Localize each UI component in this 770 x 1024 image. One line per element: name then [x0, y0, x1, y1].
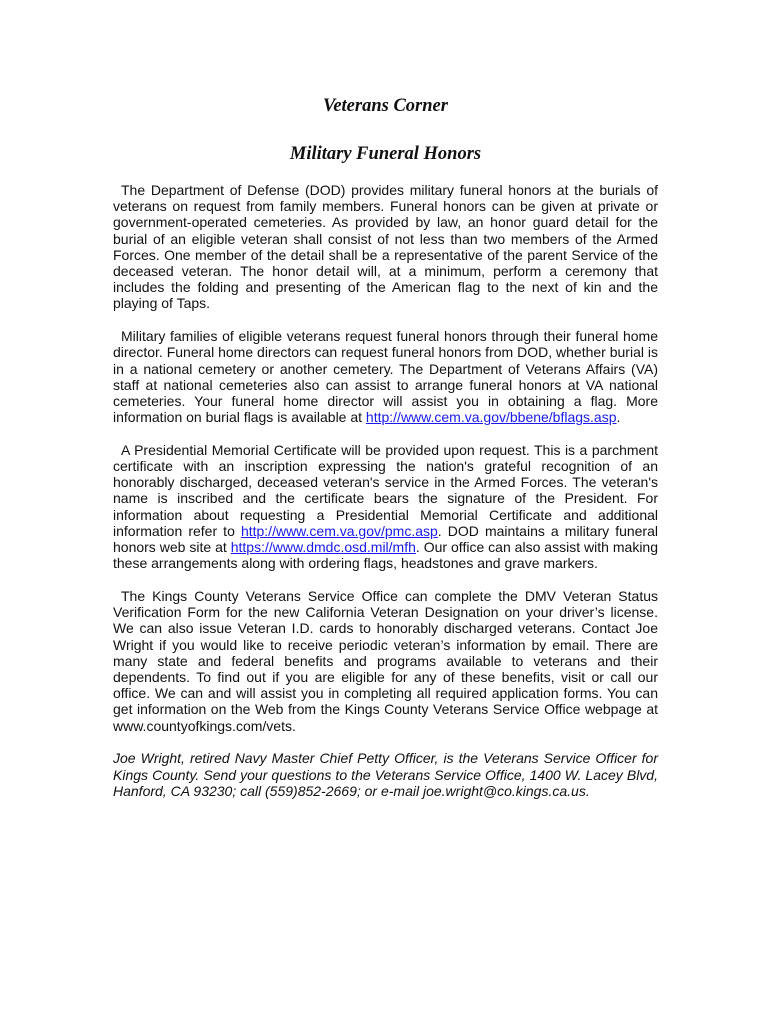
author-signature: Joe Wright, retired Navy Master Chief Petty Officer, is the Veterans Service Officer for Kings County. Send your questions to the Veterans Service Office, 1400 W. Lacey Blvd, Hanford, CA 93230; call (559)852-2669; or e-mail joe.wright@co.kings.ca.us.	[113, 750, 658, 799]
document-page	[113, 92, 658, 815]
paragraph-text: . Our office can also assist with making these arrangements along with ordering flags, headstones and grave markers.	[113, 539, 659, 572]
dmdc-mfh-link[interactable]: https://www.dmdc.osd.mil/mfh	[230, 539, 416, 556]
paragraph-kings-county-office: The Kings County Veterans Service Office can complete the DMV Veteran Status Verification Form for the new California Veteran Designation on your driver’s license. We can also issue Veteran I.D. cards to honorably discharged veterans. Contact Joe Wright if you would like to receive periodic veteran’s information by email. There are many state and federal benefits and programs available to veterans and their dependents. To find out if you are eligible for any of these benefits, visit or call our office. We can and will assist you in completing all required application forms. You can get information on the Web from the Kings County Veterans Service Office webpage at www.countyofkings.com/vets.	[113, 587, 658, 734]
page-title: Veterans Corner	[323, 96, 448, 116]
paragraph-text: . DOD maintains a military funeral honors web site at	[113, 522, 658, 556]
paragraph-text: A Presidential Memorial Certificate will be provided upon request. This is a parchment certificate with an inscription expressing the nation's grateful recognition of an honorably discharged, deceased veteran's service in the Armed Forces. The veteran's name is inscribed and the certificate bears the signature of the President. For information about requesting a Presidential Memorial Certificate and additional information refer to	[113, 441, 658, 539]
paragraph-end: .	[616, 409, 621, 426]
paragraph-presidential-certificate	[113, 442, 658, 572]
article-title: Military Funeral Honors	[289, 144, 482, 164]
pmc-link[interactable]: http://www.cem.va.gov/pmc.asp	[240, 522, 438, 539]
burial-flags-link[interactable]: http://www.cem.va.gov/bbene/bflags.asp	[365, 409, 617, 426]
paragraph-text: Military families of eligible veterans request funeral honors through their funeral home director. Funeral home directors can request funeral honors from DOD, whether burial is in a national cemetery or another cemetery. The Department of Veterans Affairs (VA) staff at national cemeteries also can assist to arrange funeral honors at VA national cemeteries. Your funeral home director will assist you in obtaining a flag. More information on burial flags is available at	[113, 328, 658, 426]
paragraph-funeral-directors	[113, 328, 658, 425]
paragraph-dod-honors: The Department of Defense (DOD) provides military funeral honors at the burials of veterans on request from family members. Funeral honors can be given at private or government-operated cemeteries. As provided by law, an honor guard detail for the burial of an eligible veteran shall consist of not less than two members of the Armed Forces. One member of the detail shall be a representative of the parent Service of the deceased veteran. The honor detail will, at a minimum, perform a ceremony that includes the folding and presenting of the American flag to the next of kin and the playing of Taps.	[113, 182, 658, 312]
